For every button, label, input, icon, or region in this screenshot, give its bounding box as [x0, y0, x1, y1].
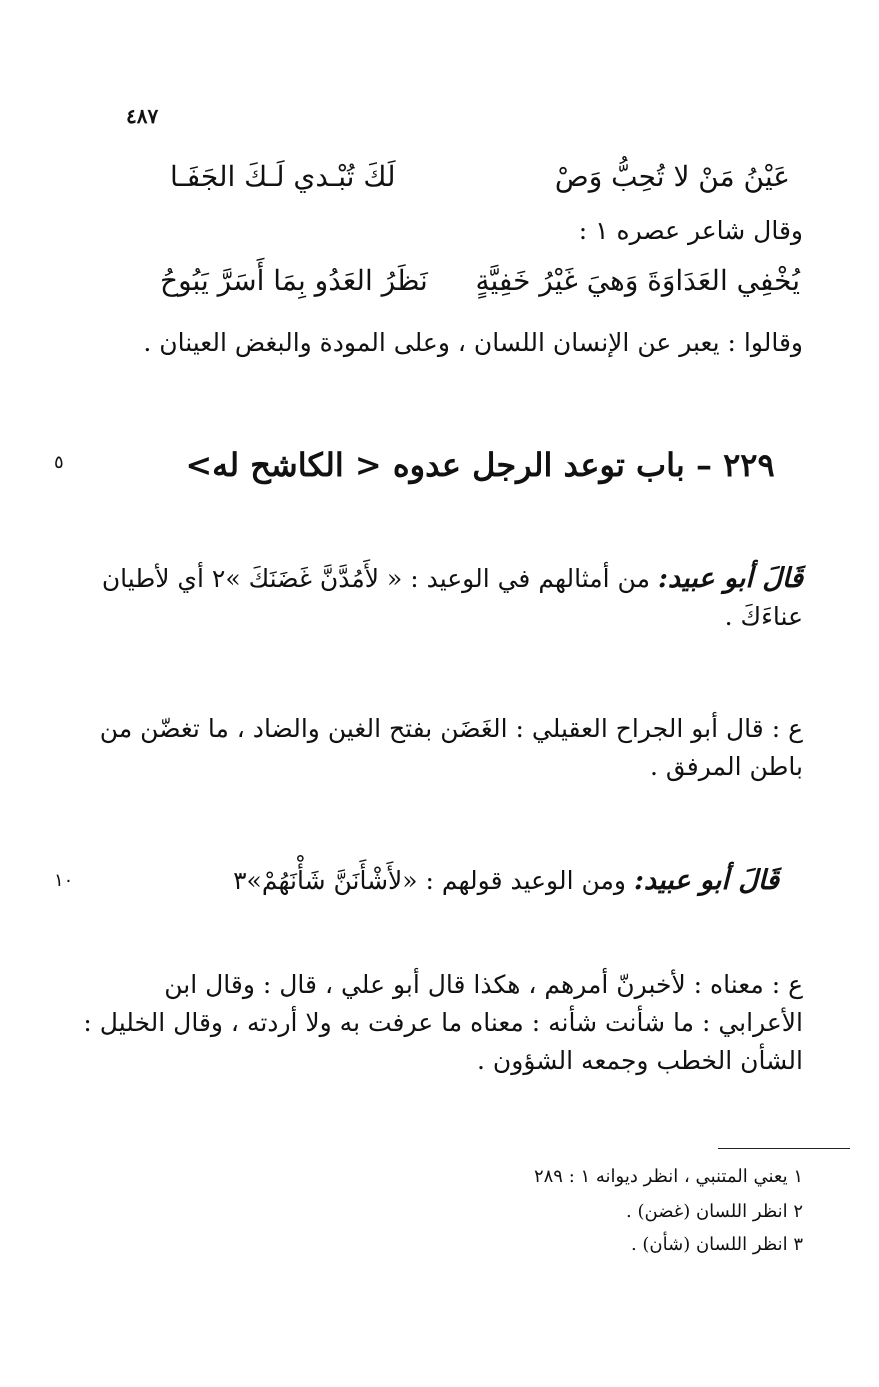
paragraph-2	[73, 710, 803, 786]
speaker-abu-ubaid: قَالَ أبو عبيد:	[657, 563, 803, 594]
paragraph-1-text: من أمثالهم في الوعيد : « لأَمُدَّنَّ غَضَنَكَ »٢ أي لأطيان عناءَكَ .	[101, 564, 803, 631]
intro-line: وقال شاعر عصره ١ :	[578, 216, 803, 245]
verse-2-second-hemistich: نَظَرُ العَدُو بِمَا أَسَرَّ يَبُوحُ	[160, 264, 428, 297]
line-number-10: ١٠	[54, 870, 74, 891]
paragraph-4-text: معناه : لأخبرنّ أمرهم ، هكذا قال أبو علي ، قال : وقال ابن الأعرابي : ما شأنت شأنه : معناه ما عرفت به ولا أردته ، وقال الخليل : الشأن الخطب وجمعه الشؤون .	[83, 970, 803, 1075]
paragraph-3-text: ومن الوعيد قولهم : «لأَشْأَنَنَّ شَأْنَهُمْ»٣	[233, 866, 626, 895]
chapter-heading: ٢٢٩ – باب توعد الرجل عدوه < الكاشح له>	[185, 446, 775, 484]
footnote-2: ٢ انظر اللسان (غضن) .	[626, 1201, 803, 1222]
paragraph-4-label: ع :	[771, 970, 803, 999]
paragraph-1	[73, 560, 803, 636]
paragraph-4	[73, 966, 803, 1080]
paragraph-3	[233, 862, 779, 900]
paragraph-2-text: قال أبو الجراح العقيلي : الغَضَن بفتح الغين والضاد ، ما تغضّن من باطن المرفق .	[99, 714, 803, 781]
page-number: ٤٨٧	[126, 104, 159, 128]
footnote-3: ٣ انظر اللسان (شأن) .	[630, 1234, 803, 1255]
speaker-abu-ubaid-2: قَالَ أبو عبيد:	[633, 865, 779, 896]
verse-1	[170, 160, 790, 200]
verse-1-second-hemistich: لَكَ تُبْـدي لَـكَ الجَفَـا	[170, 160, 396, 193]
paragraph-2-label: ع :	[771, 714, 803, 743]
footnote-divider	[718, 1148, 850, 1149]
verse-1-first-hemistich: عَيْنُ مَنْ لا تُحِبُّ وَصْ	[554, 160, 790, 193]
verse-2	[160, 264, 800, 304]
verse-2-first-hemistich: يُخْفِي العَدَاوَةَ وَهيَ غَيْرُ خَفِيَّةٍ	[475, 264, 800, 297]
saying-line: وقالوا : يعبر عن الإنسان اللسان ، وعلى المودة والبغض العينان .	[143, 328, 803, 357]
footnote-1: ١ يعني المتنبي ، انظر ديوانه ١ : ٢٨٩	[533, 1166, 803, 1187]
line-number-5: ٥	[54, 452, 64, 473]
